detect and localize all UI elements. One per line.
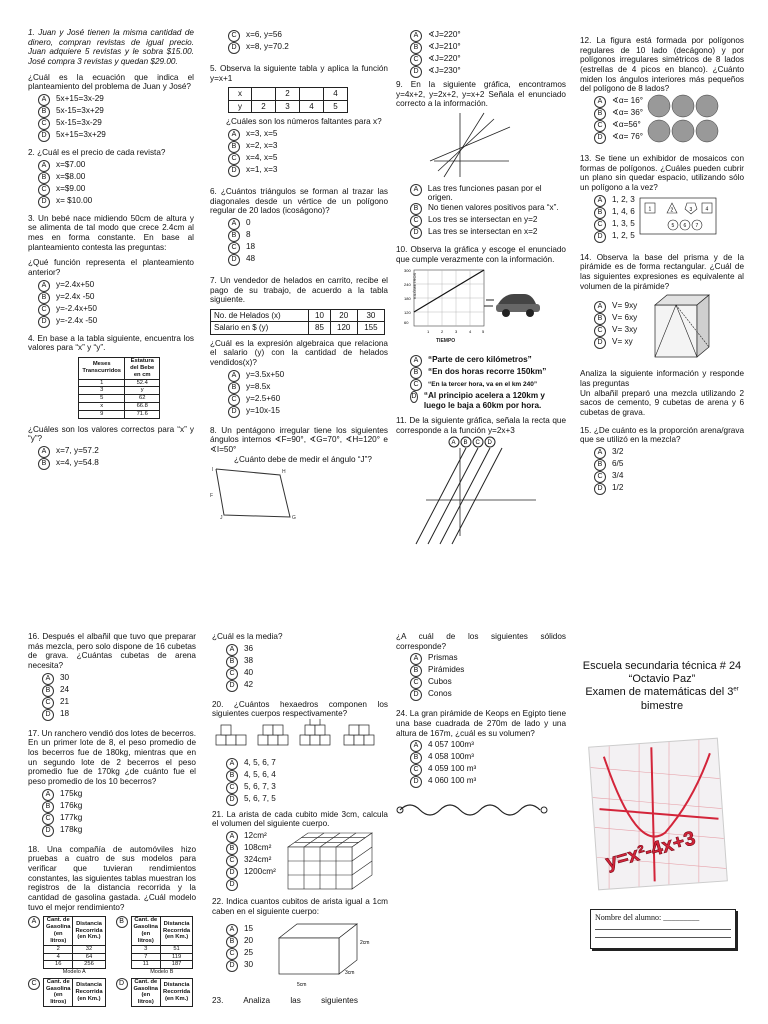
q10-ytick-4: 120: [404, 310, 411, 316]
q16-option-d[interactable]: D 18: [42, 709, 196, 721]
q15-option-c[interactable]: C 3/4: [594, 471, 744, 483]
q6-option-c[interactable]: C 18: [228, 242, 388, 254]
ornamental-divider: [396, 798, 556, 820]
student-name-box[interactable]: [590, 909, 736, 949]
q4-option-d[interactable]: D x=8, y=70.2: [228, 42, 388, 54]
q10-chart: [404, 268, 485, 344]
question-15: 15. ¿De cuánto es la proporción arena/grava que se utilizó en la mezcla? A 3/2 B 6/5 C 3/4 D 1/2: [580, 426, 744, 495]
question-5: 5. Observa la siguiente tabla y aplica la función y=x+1 x 2 4 y 2 3 4 5 ¿Cuáles son los números faltantes para x? A x=3, x=5 B x=2, x=3 C x=4, x=5 D x=1, x=3: [210, 64, 388, 177]
q7-option-c[interactable]: C y=2.5+60: [228, 394, 388, 406]
q9-option-d[interactable]: D Las tres se intersectan en x=2: [410, 227, 566, 239]
q10-ytick-5: 60: [404, 320, 409, 326]
q20-option-d[interactable]: D 5, 6, 7, 5: [226, 794, 388, 806]
q17-option-b[interactable]: B 176kg: [42, 801, 196, 813]
pentagon-label-g: G: [292, 514, 296, 521]
model-a-caption: Modelo A: [62, 969, 86, 976]
q21-option-e[interactable]: D: [226, 879, 276, 891]
top-left-column: [28, 28, 194, 474]
q7-option-d[interactable]: D y=10x-15: [228, 406, 388, 418]
question-3: 3. Un bebé nace midiendo 50cm de altura y se alimenta de tal modo que crece 2.4cm al mes en forma constante. En base al planteamiento contesta las preguntas: ¿Qué función representa el planteamiento anterior? A y=2.4x+50 B y=2.4x -50 C y=-2.4x+50 D y=-2.4x -50: [28, 214, 194, 328]
q3-option-a[interactable]: A y=2.4x+50: [38, 280, 194, 292]
q24-option-a[interactable]: A 4 057 100m³: [410, 740, 566, 752]
question-23-cont: ¿A cuál de los siguientes sólidos corresponde? A Prismas B Pirámides C Cubos D Conos: [396, 632, 566, 701]
q17-option-c[interactable]: C 177kg: [42, 813, 196, 825]
model-b-caption: Modelo B: [150, 969, 174, 976]
q9-option-c[interactable]: C Los tres se intersectan en y=2: [410, 215, 566, 227]
q22-option-b[interactable]: B 20: [226, 936, 253, 948]
q19-option-c[interactable]: C 40: [226, 668, 388, 680]
q10-xlabel: TIEMPO: [436, 338, 456, 345]
q13-option-b[interactable]: B 1, 4, 6: [594, 207, 635, 219]
school-title: Escuela secundaria técnica # 24: [582, 660, 742, 672]
q14-option-d[interactable]: D V= xy: [594, 337, 637, 349]
question-7: 7. Un vendedor de helados en carrito, recibe el pago de su trabajo, de acuerdo a la tabla siguiente. No. de Helados (x) 10 20 30 Salario en $ (y) 85 120 155 ¿Cuál es la expresión algebraica que relaciona el salario (y) con la cantidad de helados vendidos(x)? A y=3.5x+50 B y=8.5x C y=2.5+60 D y=10x-15: [210, 276, 388, 418]
question-13: 13. Se tiene un exhibidor de mosaicos con formas de polígonos. ¿Cuáles pueden cubrir un plano sin quedar espacio, utilizando sólo un polígono a la vez? A 1, 2, 3 B 1, 4, 6 C 1, 3, 5 D 1, 2, 5 1 2 3 4 5 6 7: [580, 154, 744, 245]
question-12: 12. La figura está formada por polígonos regulares de 10 lado (decágono) y por polígonos irregulares simétricos de 8 lados (estrellas de 4 picos en blanco). ¿Cuánto miden los ángulos interiores más pequeños del polígono de 8 lados? A ∢α= 16° B ∢α= 36° C ∢α=56° D ∢α= 76°: [580, 36, 744, 146]
car-icon: [484, 294, 540, 317]
q10-xtick-2: 2: [441, 329, 444, 335]
question-18: 18. Una compañía de automóviles hizo pruebas a cuatro de sus modelos para verificar que tuvieran rendimientos constantes, las siguientes tablas muestran los registros de la distancia recorrida y la cantidad de gasolina gastada. ¿Cuál modelo tuvo el mejor rendimiento? A Cant. de Gasolina (en litros) Distancia Recorrida (en Km.) 2 32 4 64 16 256 Modelo A B Cant. de Gasolina (en litros) Distancia Recorrida (en Km.) 3 51 7 119 11 187 Modelo B C Cant. de Gasolina (en litros) Distancia Recorrida (en Km.) D Cant. de Gasolina (en litros) Distancia Recorrida (en Km.): [28, 844, 196, 1006]
question-24: 24. La gran pirámide de Keops en Egipto tiene una base cuadrada de 270m de lado y una altura de 167m, ¿cuál es su volumen? A 4 057 100m³ B 4 058 100m³ C 4 059 100 m³ D 4 060 100 m³: [396, 709, 566, 788]
q5-option-a[interactable]: A x=3, x=5: [228, 129, 388, 141]
q5-option-b[interactable]: B x=2, x=3: [228, 141, 388, 153]
q10-xtick-1: 1: [427, 329, 430, 335]
cover-formula: y=x²-4x+3: [603, 827, 698, 874]
question-22: 22. Indica cuantos cubitos de arista igual a 1cm caben en el siguiente cuerpo: A 15 B 20 C 25 D 30 2cm 3cm 5cm: [212, 897, 388, 992]
q2-option-b[interactable]: B x=$8.00: [38, 172, 194, 184]
q1-option-d[interactable]: D 5x+15=3x+29: [38, 130, 194, 142]
model-d-block[interactable]: D Cant. de Gasolina (en litros) Distancia Recorrida (en Km.): [116, 978, 194, 1007]
q8-option-a[interactable]: A ∢J=220°: [410, 30, 566, 42]
model-d-table: Cant. de Gasolina (en litros) Distancia Recorrida (en Km.): [131, 978, 194, 1007]
q21-option-b[interactable]: B 108cm²: [226, 843, 276, 855]
model-b-block[interactable]: B Cant. de Gasolina (en litros) Distancia Recorrida (en Km.) 3 51 7 119 11 187 Modelo B: [116, 916, 194, 975]
q6-option-d[interactable]: D 48: [228, 254, 388, 266]
bottom-left-column: [28, 632, 196, 1011]
q17-option-d[interactable]: D 178kg: [42, 825, 196, 837]
q20-option-a[interactable]: A 4, 5, 6, 7: [226, 758, 388, 770]
question-6: 6. ¿Cuántos triángulos se forman al trazar las diagonales desde un vértice de un polígono regular de 20 lados (icoságono)? A 0 B 8 C 18 D 48: [210, 187, 388, 266]
question-20: 20. ¿Cuántos hexaedros componen los siguientes cuerpos respectivamente? A 4, 5, 6, 7 B 4, 5, 6, 4 C 5, 6, 7, 3 D 5, 6, 7, 5: [212, 700, 388, 806]
q2-option-c[interactable]: C x=$9.00: [38, 184, 194, 196]
svg-text:1: 1: [648, 206, 652, 213]
q7-table: No. de Helados (x) 10 20 30 Salario en $ (y) 85 120 155: [210, 309, 385, 335]
q3-options: [38, 280, 194, 328]
q10-ytick-1: 300: [404, 268, 411, 274]
pentagon-label-f: F: [210, 492, 214, 499]
decagon-tiling-figure: [647, 94, 725, 144]
q9-option-b[interactable]: B No tienen valores positivos para “x”.: [410, 203, 566, 215]
q10-option-a[interactable]: A “Parte de cero kilómetros”: [410, 355, 566, 367]
q10-xtick-4: 4: [469, 329, 472, 335]
q4-options: [38, 446, 194, 470]
question-17: 17. Un ranchero vendió dos lotes de becerros. En un primer lote de 8, el peso promedio de los becerros fue de 180kg, mientras que en un segundo lote de 2 becerros el peso promedio fue de 170kg ¿de cuánto fue el peso promedio de los 10 becerros? A 175kg B 176kg C 177kg D 178kg: [28, 729, 196, 837]
school-name: “Octavio Paz”: [628, 673, 696, 686]
pentagon-label-h: H: [282, 468, 286, 475]
question-16: 16. Después el albañil que tuvo que preparar más mezcla, pero solo dispone de 16 cubetas de grava. ¿Cuántas cubetas de arena necesita? A 30 B 24 C 21 D 18: [28, 632, 196, 721]
q1-option-c[interactable]: C 5x-15=3x-29: [38, 118, 194, 130]
q16-option-c[interactable]: C 21: [42, 697, 196, 709]
q24-option-b[interactable]: B 4 058 100m³: [410, 752, 566, 764]
q10-ytick-3: 180: [404, 296, 411, 302]
q3-option-c[interactable]: C y=-2.4x+50: [38, 304, 194, 316]
q12-option-c[interactable]: C ∢α=56°: [594, 120, 643, 132]
q10-options: [410, 355, 566, 410]
q8-options: [410, 30, 566, 78]
svg-text:7: 7: [695, 222, 699, 229]
model-a-block[interactable]: A Cant. de Gasolina (en litros) Distancia Recorrida (en Km.) 2 32 4 64 16 256 Modelo A: [28, 916, 106, 975]
q5-options: [228, 129, 388, 177]
exam-subtitle: bimestre: [640, 699, 684, 712]
question-23: 23. Analiza las siguientes: [212, 996, 358, 1006]
q24-option-c[interactable]: C 4 059 100 m³: [410, 764, 566, 776]
q10-ytick-2: 240: [404, 282, 411, 288]
q7-option-a[interactable]: A y=3.5x+50: [228, 370, 388, 382]
svg-text:D: D: [487, 439, 492, 446]
q19-option-b[interactable]: B 38: [226, 656, 388, 668]
q9-graph: [424, 111, 514, 179]
q8-option-b[interactable]: B ∢J=210°: [410, 42, 566, 54]
svg-text:5: 5: [671, 222, 675, 229]
svg-text:3: 3: [689, 206, 693, 213]
svg-text:2: 2: [670, 207, 674, 214]
q9-options: [410, 184, 566, 239]
question-9: 9. En la siguiente gráfica, encontramos y=4x+2, y=2x+2, y=x+2 Señala el enunciado correcto a la información. A Las tres funciones pasan por el origen. B No tienen valores positivos para “x”. C Los tres se intersectan en y=2 D Las tres se intersectan en x=2: [396, 80, 566, 239]
q15-option-d[interactable]: D 1/2: [594, 483, 744, 495]
q4-option-c[interactable]: C x=6, y=56: [228, 30, 388, 42]
bottom-right-column-a: [396, 632, 566, 823]
question-2: 2. ¿Cuál es el precio de cada revista? A x=$7.00 B x=$8.00 C x=$9.00 D x= $10.00: [28, 148, 194, 208]
q15-option-b[interactable]: B 6/5: [594, 459, 744, 471]
q23-options: [410, 653, 566, 701]
q22-options: [226, 924, 253, 990]
q24-options: [410, 740, 566, 788]
cube-block-figure: [280, 829, 376, 891]
model-c-block[interactable]: C Cant. de Gasolina (en litros) Distancia Recorrida (en Km.): [28, 978, 106, 1007]
cover-column: [576, 660, 748, 949]
question-14: 14. Observa la base del prisma y de la pirámide es de forma rectangular. ¿Cuál de las siguientes expresiones es equivalente al volumen de la pirámide? A V= 9xy B V= 6xy C V= 3xy D V= xy: [580, 253, 744, 364]
q23-option-c[interactable]: C Cubos: [410, 677, 566, 689]
mosaic-shapes-figure: [639, 197, 717, 237]
question-19: ¿Cuál es la media? A 36 B 38 C 40 D 42: [212, 632, 388, 692]
q10-option-c[interactable]: C “En la tercer hora, va en el km 240”: [410, 379, 566, 391]
question-11: 11. De la siguiente gráfica, señala la recta que corresponde a la función y=2x+3 A B C D: [396, 416, 566, 548]
q8-option-d[interactable]: D ∢J=230°: [410, 66, 566, 78]
q13-option-a[interactable]: A 1, 2, 3: [594, 195, 635, 207]
q4-option-a[interactable]: A x=7, y=57.2: [38, 446, 194, 458]
q11-labels: [449, 437, 495, 447]
q3-option-b[interactable]: B y=2.4x -50: [38, 292, 194, 304]
q22-option-a[interactable]: A 15: [226, 924, 253, 936]
q12-option-d[interactable]: D ∢α= 76°: [594, 132, 643, 144]
q2-option-a[interactable]: A x=$7.00: [38, 160, 194, 172]
q21-option-a[interactable]: A 12cm²: [226, 831, 276, 843]
q6-option-a[interactable]: A 0: [228, 218, 388, 230]
q10-xtick-3: 3: [455, 329, 458, 335]
q4-table: Meses Transcurridos Estatura del Bebe en cm 1 52.4 3 y 5 62 x 66.8 9 71.6: [78, 357, 160, 419]
q13-option-c[interactable]: C 1, 3, 5: [594, 219, 635, 231]
q1-options: [38, 94, 194, 142]
q5-option-c[interactable]: C x=4, x=5: [228, 153, 388, 165]
svg-text:6: 6: [683, 222, 687, 229]
model-b-table: Cant. de Gasolina (en litros) Distancia Recorrida (en Km.) 3 51 7 119 11 187: [131, 916, 194, 969]
box-figure: [257, 916, 377, 992]
q15-options: [594, 447, 744, 495]
box-dim-height: 2cm: [360, 940, 370, 947]
q10-ylabel: KILÓMETROS: [412, 273, 417, 300]
hexahedra-figures: [212, 719, 388, 753]
q5-table: x 2 4 y 2 3 4 5: [228, 87, 348, 113]
box-dim-depth: 3cm: [345, 970, 355, 977]
q14-option-c[interactable]: C V= 3xy: [594, 325, 637, 337]
q4-option-b[interactable]: B x=4, y=54.8: [38, 458, 194, 470]
q21-option-d[interactable]: D 1200cm²: [226, 867, 276, 879]
q22-option-d[interactable]: D 30: [226, 960, 253, 972]
q20-option-b[interactable]: B 4, 5, 6, 4: [226, 770, 388, 782]
q19-options: [226, 644, 388, 692]
q21-options: [226, 831, 276, 891]
q19-option-a[interactable]: A 36: [226, 644, 388, 656]
q20-options: [226, 758, 388, 806]
pentagon-label-i: I: [212, 466, 214, 473]
pentagon-label-j: J: [220, 514, 223, 521]
q19-option-d[interactable]: D 42: [226, 680, 388, 692]
q17-option-a[interactable]: A 175kg: [42, 789, 196, 801]
q10-option-b[interactable]: B “En dos horas recorre 150km”: [410, 367, 566, 379]
q3-option-d[interactable]: D y=-2.4x -50: [38, 316, 194, 328]
q23-option-d[interactable]: D Conos: [410, 689, 566, 701]
student-name-label: Nombre del alumno: _________: [595, 912, 700, 922]
q1-option-b[interactable]: B 5x-15=3x+29: [38, 106, 194, 118]
q10-xtick-5: 5: [482, 329, 485, 335]
model-a-table: Cant. de Gasolina (en litros) Distancia Recorrida (en Km.) 2 32 4 64 16 256: [43, 916, 106, 969]
q9-option-a[interactable]: A Las tres funciones pasan por el origen.: [410, 184, 566, 203]
q4-options-cont: [228, 30, 388, 54]
q21-option-c[interactable]: C 324cm²: [226, 855, 276, 867]
q12-option-b[interactable]: B ∢α= 36°: [594, 108, 643, 120]
q14-option-a[interactable]: A V= 9xy: [594, 301, 637, 313]
q2-options: [38, 160, 194, 208]
box-dim-length: 5cm: [297, 982, 307, 989]
question-8: 8. Un pentágono irregular tiene los siguientes ángulos internos ∢F=90°, ∢G=70°, ∢H=120° e ∢I=50° ¿Cuánto debe de medir el ángulo “J”? F G H I J: [210, 425, 388, 521]
q6-options: [228, 218, 388, 266]
q14-options: [594, 301, 637, 361]
question-10: 10. Observa la gráfica y escoge el enunciado que cumple verazmente con la información. KILÓMETROS TIEMPO 300 240 180 120 60 1 2 3 4 5 A “Parte de cero kilómetros” B “En dos horas recorre 150km” C “En la tercer hora, va en el km 240” D “Al principio acelera a 120km y luego le baja a 60km por hora.: [396, 245, 566, 410]
svg-text:A: A: [451, 439, 456, 446]
q24-option-d[interactable]: D 4 060 100 m³: [410, 776, 566, 788]
q22-option-c[interactable]: C 25: [226, 948, 253, 960]
q16-option-b[interactable]: B 24: [42, 685, 196, 697]
q6-option-b[interactable]: B 8: [228, 230, 388, 242]
q7-options: [228, 370, 388, 418]
q12-option-a[interactable]: A ∢α= 16°: [594, 96, 643, 108]
q16-option-a[interactable]: A 30: [42, 673, 196, 685]
q15-option-a[interactable]: A 3/2: [594, 447, 744, 459]
cover-image: [589, 738, 727, 889]
q13-options: [594, 195, 635, 243]
bottom-middle-column: [212, 632, 388, 1010]
q7-option-b[interactable]: B y=8.5x: [228, 382, 388, 394]
q10-graph: [396, 264, 546, 350]
model-c-table: Cant. de Gasolina (en litros) Distancia Recorrida (en Km.): [43, 978, 106, 1007]
q23-option-a[interactable]: A Prismas: [410, 653, 566, 665]
exam-title: Examen de matemáticas del 3er: [585, 686, 739, 699]
q10-option-d[interactable]: D “Al principio acelera a 120km y luego le baja a 60km por hora.: [411, 391, 545, 410]
analysis-block: Analiza la siguiente información y responde las preguntas Un albañil preparó una mezcla utilizando 2 sacos de cemento, 9 cubetas de arena y 6 cubetas de grava.: [580, 369, 744, 418]
q17-options: [42, 789, 196, 837]
svg-text:4: 4: [705, 206, 709, 213]
prism-pyramid-figure: [649, 291, 715, 363]
top-middle-column: [210, 28, 388, 527]
q20-option-c[interactable]: C 5, 6, 7, 3: [226, 782, 388, 794]
svg-text:B: B: [463, 439, 468, 446]
q23-option-b[interactable]: B Pirámides: [410, 665, 566, 677]
q11-graph: [396, 436, 546, 546]
q1-option-a[interactable]: A 5x+15=3x-29: [38, 94, 194, 106]
top-right-column-a: [396, 28, 566, 552]
q14-option-b[interactable]: B V= 6xy: [594, 313, 637, 325]
q8-option-c[interactable]: C ∢J=220°: [410, 54, 566, 66]
top-right-column-b: [580, 36, 744, 499]
svg-text:C: C: [475, 439, 480, 446]
pentagon-figure: [210, 465, 310, 521]
q5-option-d[interactable]: D x=1, x=3: [228, 165, 388, 177]
question-1: 1. Juan y José tienen la misma cantidad de dinero, compran revistas de igual precio. Juan adquiere 5 revistas y le sobra $15.00. José compra 3 revistas y quedan $29.00. ¿Cuál es la ecuación que indica el planteamiento del problema de Juan y José? A 5x+15=3x-29 B 5x-15=3x+29 C 5x-15=3x-29 D 5x+15=3x+29: [28, 28, 194, 142]
q2-option-d[interactable]: D x= $10.00: [38, 196, 194, 208]
q12-options: [594, 96, 643, 144]
question-4: 4. En base a la tabla siguiente, encuentra los valores para “x” y “y”. Meses Transcurridos Estatura del Bebe en cm 1 52.4 3 y 5 62 x 66.8 9 71.6 ¿Cuáles son los valores correctos para “x” y “y”? A x=7, y=57.2 B x=4, y=54.8: [28, 334, 194, 470]
question-21: 21. La arista de cada cubito mide 3cm, calcula el volumen del siguiente cuerpo. A 12cm² B 108cm² C 324cm² D 1200cm² D: [212, 810, 388, 893]
q13-option-d[interactable]: D 1, 2, 5: [594, 231, 635, 243]
q16-options: [42, 673, 196, 721]
